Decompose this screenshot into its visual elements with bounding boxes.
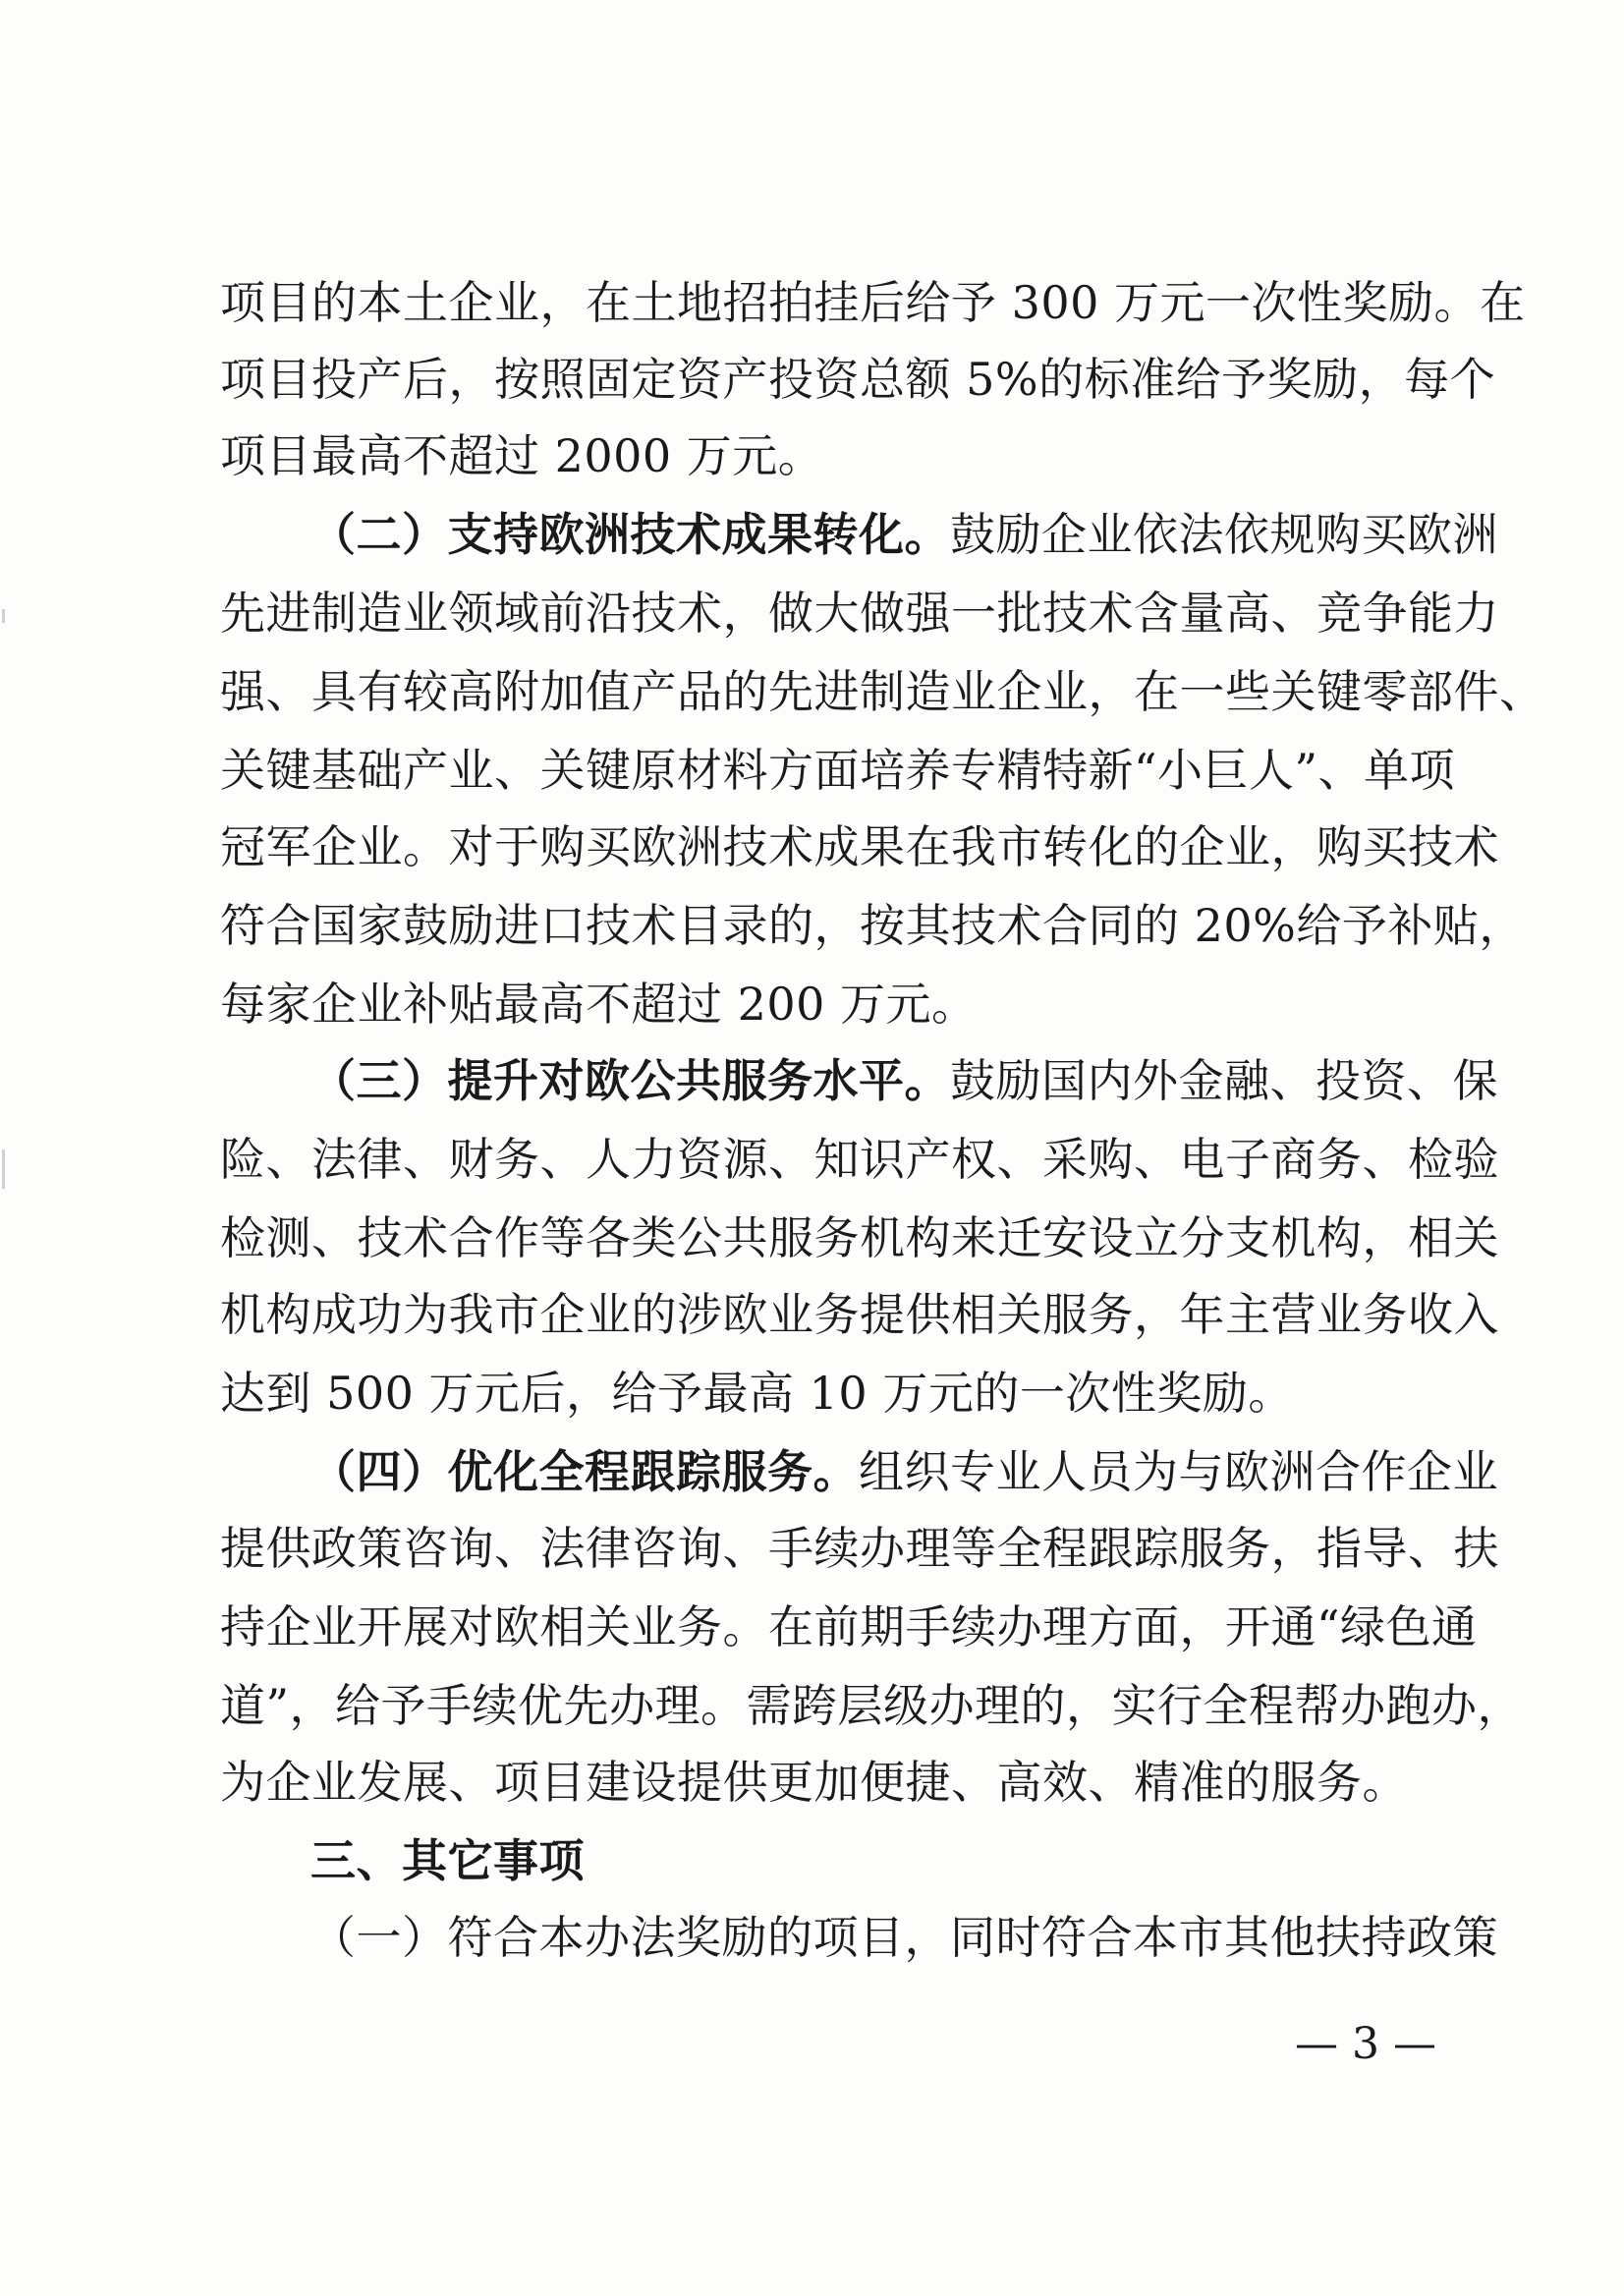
body-line: 关键基础产业、关键原材料方面培养专精特新“小巨人”、单项 [220, 744, 1456, 797]
body-line: 冠军企业。对于购买欧洲技术成果在我市转化的企业，购买技术 [220, 820, 1499, 873]
body-line: 项目的本土企业，在土地招拍挂后给予 300 万元一次性奖励。在 [220, 276, 1526, 329]
body-line: 提供政策咨询、法律咨询、手续办理等全程跟踪服务，指导、扶 [220, 1522, 1499, 1575]
body-line: 每家企业补贴最高不超过 200 万元。 [220, 978, 978, 1031]
body-line: 持企业开展对欧相关业务。在前期手续办理方面，开通“绿色通 [220, 1600, 1478, 1653]
section-heading: 三、其它事项 [310, 1834, 585, 1887]
subheading-tracking-service: （四）优化全程跟踪服务。 [310, 1445, 859, 1498]
body-line: 先进制造业领域前沿技术，做大做强一批技术含量高、竞争能力 [220, 587, 1499, 640]
page-number: — 3 — [1295, 2019, 1436, 2069]
body-text: 鼓励国内外金融、投资、保 [950, 1054, 1498, 1107]
subheading-tech-transfer: （二）支持欧洲技术成果转化。 [310, 508, 950, 561]
body-text: 组织专业人员为与欧洲合作企业 [859, 1445, 1498, 1498]
body-line: 强、具有较高附加值产品的先进制造业企业，在一些关键零部件、 [220, 665, 1545, 718]
body-line: 项目最高不超过 2000 万元。 [220, 429, 824, 482]
subheading-public-service: （三）提升对欧公共服务水平。 [310, 1054, 950, 1107]
body-text: 鼓励企业依法依规购买欧洲 [950, 508, 1498, 561]
body-line: 道”，给予手续优先办理。需跨层级办理的，实行全程帮办跑办， [220, 1679, 1524, 1732]
body-line: 符合国家鼓励进口技术目录的，按其技术合同的 20%给予补贴， [220, 899, 1525, 952]
body-line: 机构成功为我市企业的涉欧业务提供相关服务，年主营业务收入 [220, 1288, 1499, 1341]
body-line: 检测、技术合作等各类公共服务机构来迁安设立分支机构，相关 [220, 1211, 1499, 1264]
scan-artifact [2, 609, 5, 623]
body-line: 项目投产后，按照固定资产投资总额 5%的标准给予奖励，每个 [220, 353, 1496, 406]
paragraph-3 [310, 1041, 1498, 1120]
paragraph-2 [310, 495, 1498, 574]
body-line: 达到 500 万元后，给予最高 10 万元的一次性奖励。 [220, 1367, 1294, 1420]
body-line: 为企业发展、项目建设提供更加便捷、高效、精准的服务。 [220, 1756, 1408, 1809]
body-line: （一）符合本办法奖励的项目，同时符合本市其他扶持政策 [310, 1911, 1498, 1964]
paragraph-4 [310, 1432, 1498, 1511]
body-line: 险、法律、财务、人力资源、知识产权、采购、电子商务、检验 [220, 1133, 1499, 1186]
scan-artifact [2, 1149, 5, 1189]
